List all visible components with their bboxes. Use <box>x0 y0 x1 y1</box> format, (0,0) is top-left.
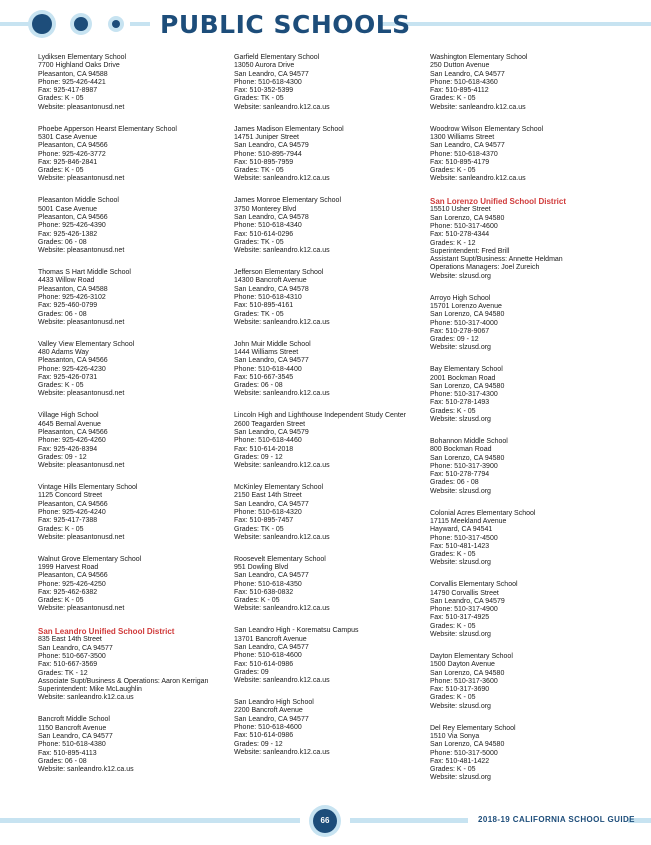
school-name: Jefferson Elementary School <box>234 269 324 277</box>
entry-line: Fax: 925-462-6382 <box>38 588 98 596</box>
entry-line: Website: pleasantonusd.net <box>38 247 125 255</box>
district-entry <box>38 627 226 702</box>
entry-line: Pleasanton, CA 94588 <box>38 70 108 78</box>
entry-line: Grades: K - 05 <box>430 551 476 559</box>
entry-line: Grades: 06 - 08 <box>38 757 87 765</box>
school-name: Phoebe Apperson Hearst Elementary School <box>38 125 177 133</box>
entry-line: 7700 Highland Oaks Drive <box>38 62 120 70</box>
school-name: Thomas S Hart Middle School <box>38 269 131 277</box>
entry-line: Website: sanleandro.k12.ca.us <box>234 175 330 183</box>
entry-line: Fax: 510-481-1423 <box>430 542 490 550</box>
entry-line: Pleasanton, CA 94588 <box>38 285 108 293</box>
entry-line: Fax: 510-614-0296 <box>234 230 294 238</box>
entry-line: Website: pleasantonusd.net <box>38 605 125 613</box>
entry-line: Fax: 510-278-1493 <box>430 399 490 407</box>
entry-line: Grades: TK - 05 <box>234 167 284 175</box>
school-name: Pleasanton Middle School <box>38 197 119 205</box>
entry-line: Fax: 925-417-7388 <box>38 517 98 525</box>
entry-line: Website: slzusd.org <box>430 702 491 710</box>
entry-line: San Lorenzo, CA 94580 <box>430 214 505 222</box>
school-entry <box>430 126 618 184</box>
entry-line: Phone: 510-618-4600 <box>234 723 302 731</box>
entry-line: Phone: 510-618-4320 <box>234 508 302 516</box>
district-heading: San Leandro Unified School District <box>38 627 175 637</box>
entry-line: San Leandro, CA 94577 <box>430 70 505 78</box>
entry-line: 14790 Corvallis Street <box>430 589 499 597</box>
school-entry <box>234 484 422 542</box>
school-entry <box>234 197 422 255</box>
school-name: James Monroe Elementary School <box>234 197 341 205</box>
entry-line: 1150 Bancroft Avenue <box>38 724 107 732</box>
entry-line: Phone: 925-426-4421 <box>38 78 106 86</box>
entry-line: Grades: 06 - 08 <box>38 238 87 246</box>
footer-rule-left <box>0 818 300 823</box>
entry-line: Grades: TK - 05 <box>234 238 284 246</box>
entry-line: 1510 Via Sonya <box>430 732 480 740</box>
footer-rule-mid <box>350 818 468 823</box>
entry-line: San Leandro, CA 94577 <box>234 500 309 508</box>
entry-line: Phone: 510-667-3500 <box>38 652 106 660</box>
entry-line: San Leandro, CA 94579 <box>234 142 309 150</box>
entry-line: Website: sanleandro.k12.ca.us <box>38 766 134 774</box>
entry-line: Assistant Supt/Business: Annette Heldman <box>430 256 563 264</box>
entry-line: Fax: 510-317-3690 <box>430 686 490 694</box>
school-name: Valley View Elementary School <box>38 340 135 348</box>
entry-line: Fax: 510-895-4112 <box>430 87 489 95</box>
entry-line: Website: pleasantonusd.net <box>38 175 125 183</box>
entry-line: 13050 Aurora Drive <box>234 62 295 70</box>
school-name: Roosevelt Elementary School <box>234 555 326 563</box>
entry-line: Fax: 925-417-8987 <box>38 87 98 95</box>
entry-line: Website: sanleandro.k12.ca.us <box>430 103 526 111</box>
entry-line: Grades: TK - 05 <box>234 310 284 318</box>
entry-line: Phone: 925-426-4240 <box>38 508 106 516</box>
entry-line: 480 Adams Way <box>38 348 89 356</box>
school-entry <box>38 484 226 542</box>
entry-line: Grades: 09 - 12 <box>234 740 283 748</box>
entry-line: San Leandro, CA 94577 <box>38 732 113 740</box>
entry-line: Phone: 510-317-4600 <box>430 222 498 230</box>
entry-line: Fax: 510-278-4344 <box>430 231 490 239</box>
entry-line: Phone: 510-317-4000 <box>430 319 498 327</box>
entry-line: Website: slzusd.org <box>430 487 491 495</box>
entry-line: Phone: 510-317-4500 <box>430 534 498 542</box>
entry-line: Fax: 925-426-0731 <box>38 373 98 381</box>
entry-line: 250 Dutton Avenue <box>430 62 490 70</box>
entry-line: 835 East 14th Street <box>38 636 102 644</box>
entry-line: Phone: 510-317-5000 <box>430 749 498 757</box>
entry-line: Grades: K - 05 <box>234 597 280 605</box>
header-dot-medium <box>74 17 88 31</box>
entry-line: Fax: 925-426-8394 <box>38 445 98 453</box>
school-entry <box>38 341 226 399</box>
school-name: Vintage Hills Elementary School <box>38 484 138 492</box>
entry-line: Grades: 06 - 08 <box>234 382 283 390</box>
entry-line: Fax: 510-278-7794 <box>430 471 490 479</box>
district-heading: San Lorenzo Unified School District <box>430 197 567 207</box>
entry-line: Superintendent: Fred Brill <box>430 247 510 255</box>
entry-line: Pleasanton, CA 94566 <box>38 500 108 508</box>
entry-line: Grades: 09 - 12 <box>234 453 283 461</box>
entry-line: Fax: 925-846-2841 <box>38 158 98 166</box>
entry-line: 1300 Williams Street <box>430 133 495 141</box>
school-entry <box>430 295 618 353</box>
entry-line: Grades: K - 05 <box>38 382 84 390</box>
entry-line: Website: slzusd.org <box>430 774 491 782</box>
school-entry <box>430 653 618 711</box>
entry-line: Grades: TK - 05 <box>234 525 284 533</box>
entry-line: Fax: 925-426-1382 <box>38 230 98 238</box>
entry-line: Website: sanleandro.k12.ca.us <box>234 462 330 470</box>
entry-line: 3750 Monterey Blvd <box>234 205 297 213</box>
guide-title: 2018-19 CALIFORNIA SCHOOL GUIDE <box>478 815 635 824</box>
entry-line: Fax: 510-317-4925 <box>430 614 490 622</box>
school-name: Arroyo High School <box>430 294 491 302</box>
school-entry <box>38 54 226 112</box>
entry-line: Grades: K - 05 <box>38 525 84 533</box>
entry-line: Website: sanleandro.k12.ca.us <box>234 103 330 111</box>
entry-line: Grades: TK - 05 <box>234 95 284 103</box>
school-entry <box>430 54 618 112</box>
page-footer <box>0 800 651 845</box>
entry-line: Grades: K - 05 <box>38 95 84 103</box>
school-name: Washington Elementary School <box>430 54 528 61</box>
school-name: Garfield Elementary School <box>234 54 320 61</box>
entry-line: Fax: 510-895-7959 <box>234 158 294 166</box>
entry-line: San Lorenzo, CA 94580 <box>430 382 505 390</box>
entry-line: Phone: 925-426-4230 <box>38 365 106 373</box>
entry-line: Hayward, CA 94541 <box>430 526 493 534</box>
entry-line: Phone: 510-317-4300 <box>430 391 498 399</box>
entry-line: Website: sanleandro.k12.ca.us <box>234 247 330 255</box>
entry-line: Website: slzusd.org <box>430 559 491 567</box>
entry-line: San Leandro, CA 94577 <box>430 142 505 150</box>
school-name: James Madison Elementary School <box>234 125 344 133</box>
entry-line: 1500 Dayton Avenue <box>430 661 495 669</box>
entry-line: Grades: K - 05 <box>430 407 476 415</box>
school-entry <box>430 581 618 639</box>
district-entry <box>430 197 618 281</box>
school-name: McKinley Elementary School <box>234 484 324 492</box>
entry-line: 15701 Lorenzo Avenue <box>430 302 502 310</box>
school-entry <box>38 126 226 184</box>
entry-line: Pleasanton, CA 94566 <box>38 428 108 436</box>
entry-line: Grades: K - 05 <box>430 694 476 702</box>
entry-line: Website: pleasantonusd.net <box>38 390 125 398</box>
school-entry <box>430 725 618 783</box>
entry-line: Fax: 510-667-3569 <box>38 661 98 669</box>
header-rule-right <box>380 22 651 26</box>
entry-line: 1999 Harvest Road <box>38 564 99 571</box>
entry-line: Phone: 925-426-4250 <box>38 580 106 588</box>
entry-line: Website: sanleandro.k12.ca.us <box>234 390 330 398</box>
school-name: Bancroft Middle School <box>38 716 110 724</box>
entry-line: Website: sanleandro.k12.ca.us <box>234 605 330 613</box>
entry-line: Fax: 510-614-0986 <box>234 732 294 740</box>
school-name: Corvallis Elementary School <box>430 581 518 589</box>
entry-line: Fax: 510-352-5399 <box>234 87 294 95</box>
entry-line: 4645 Bernal Avenue <box>38 420 101 428</box>
entry-line: 951 Dowling Blvd <box>234 564 289 571</box>
entry-line: Phone: 510-618-4460 <box>234 437 302 445</box>
entry-line: San Leandro, CA 94577 <box>38 644 113 652</box>
entry-line: Phone: 510-618-4340 <box>234 222 302 230</box>
header-dot-small <box>112 20 120 28</box>
school-entry <box>234 269 422 327</box>
entry-line: Phone: 510-618-4350 <box>234 580 302 588</box>
entry-line: San Leandro, CA 94577 <box>234 643 309 651</box>
entry-line: Grades: K - 05 <box>430 95 476 103</box>
entry-line: San Lorenzo, CA 94580 <box>430 454 505 462</box>
entry-line: Website: slzusd.org <box>430 272 491 280</box>
entry-line: Website: pleasantonusd.net <box>38 318 125 326</box>
school-entry <box>234 699 422 757</box>
entry-line: Fax: 510-481-1422 <box>430 757 490 765</box>
entry-line: Fax: 925-460-0799 <box>38 302 98 310</box>
entry-line: Fax: 510-895-4161 <box>234 302 294 310</box>
entry-line: San Leandro, CA 94578 <box>234 213 309 221</box>
entry-line: Website: sanleandro.k12.ca.us <box>234 677 330 685</box>
entry-line: Associate Supt/Business & Operations: Aaron Kerrigan <box>38 677 209 685</box>
column-3 <box>430 54 618 796</box>
entry-line: Fax: 510-895-7457 <box>234 517 294 525</box>
school-entry <box>38 197 226 255</box>
entry-line: Fax: 510-614-0986 <box>234 660 294 668</box>
entry-line: Grades: 09 - 12 <box>38 453 87 461</box>
school-entry <box>38 412 226 470</box>
entry-line: San Leandro, CA 94577 <box>234 715 309 723</box>
entry-line: 4433 Willow Road <box>38 277 95 285</box>
entry-line: Phone: 510-618-4300 <box>234 78 302 86</box>
entry-line: Phone: 510-895-7944 <box>234 150 302 158</box>
entry-line: Pleasanton, CA 94566 <box>38 142 108 150</box>
entry-line: Phone: 510-317-3900 <box>430 462 498 470</box>
school-entry <box>430 366 618 424</box>
entry-line: Pleasanton, CA 94566 <box>38 572 108 580</box>
entry-line: Phone: 510-317-4900 <box>430 606 498 614</box>
entry-line: Superintendent: Mike McLaughlin <box>38 686 142 694</box>
entry-line: Phone: 510-618-4600 <box>234 652 302 660</box>
entry-line: Phone: 510-618-4380 <box>38 741 106 749</box>
column-1 <box>38 54 226 788</box>
entry-line: 800 Bockman Road <box>430 446 492 454</box>
entry-line: 17115 Meekland Avenue <box>430 517 507 525</box>
school-name: Bohannon Middle School <box>430 437 508 445</box>
entry-line: Phone: 925-426-4260 <box>38 437 106 445</box>
header-rule-mid <box>130 22 150 26</box>
entry-line: Fax: 510-638-0832 <box>234 588 294 596</box>
page-title: PUBLIC SCHOOLS <box>160 10 411 39</box>
school-entry <box>38 716 226 774</box>
entry-line: 2200 Bancroft Avenue <box>234 707 303 715</box>
school-name: Village High School <box>38 412 99 420</box>
entry-line: Website: pleasantonusd.net <box>38 103 125 111</box>
entry-line: Grades: 09 - 12 <box>430 336 479 344</box>
entry-line: Grades: K - 05 <box>430 167 476 175</box>
school-name: Colonial Acres Elementary School <box>430 509 536 517</box>
entry-line: 14751 Juniper Street <box>234 133 299 141</box>
entry-line: Website: slzusd.org <box>430 416 491 424</box>
entry-line: Phone: 510-618-4400 <box>234 365 302 373</box>
entry-line: Website: sanleandro.k12.ca.us <box>234 318 330 326</box>
entry-line: Grades: K - 12 <box>430 239 476 247</box>
entry-line: Grades: 06 - 08 <box>430 479 479 487</box>
entry-line: Grades: K - 05 <box>38 597 84 605</box>
school-name: Lydiksen Elementary School <box>38 54 127 61</box>
entry-line: 13701 Bancroft Avenue <box>234 635 307 643</box>
entry-line: San Leandro, CA 94577 <box>234 70 309 78</box>
entry-line: 1444 Williams Street <box>234 348 299 356</box>
header-dot-large <box>32 14 52 34</box>
school-name: Bay Elementary School <box>430 366 503 374</box>
entry-line: San Leandro, CA 94579 <box>234 428 309 436</box>
school-name: Del Rey Elementary School <box>430 724 516 732</box>
entry-line: Phone: 510-618-4310 <box>234 293 302 301</box>
entry-line: Fax: 510-667-3545 <box>234 373 294 381</box>
school-name: Woodrow Wilson Elementary School <box>430 125 544 133</box>
page-number: 66 <box>313 809 337 833</box>
school-name: Dayton Elementary School <box>430 652 513 660</box>
school-entry <box>234 54 422 112</box>
entry-line: San Lorenzo, CA 94580 <box>430 311 505 319</box>
entry-line: 2600 Teagarden Street <box>234 420 306 428</box>
entry-line: Website: sanleandro.k12.ca.us <box>234 748 330 756</box>
school-entry <box>234 126 422 184</box>
entry-line: 5301 Case Avenue <box>38 133 98 141</box>
entry-line: 15510 Usher Street <box>430 206 491 214</box>
entry-line: San Leandro, CA 94578 <box>234 285 309 293</box>
entry-line: Website: pleasantonusd.net <box>38 533 125 541</box>
entry-line: San Lorenzo, CA 94580 <box>430 741 505 749</box>
entry-line: Website: sanleandro.k12.ca.us <box>38 694 134 702</box>
entry-line: Phone: 510-618-4370 <box>430 150 498 158</box>
school-entry <box>234 412 422 470</box>
entry-line: 5001 Case Avenue <box>38 205 98 213</box>
entry-line: San Leandro, CA 94577 <box>234 357 309 365</box>
entry-line: Website: sanleandro.k12.ca.us <box>430 175 526 183</box>
school-entry <box>234 556 422 614</box>
entry-line: Fax: 510-614-2018 <box>234 445 294 453</box>
school-name: John Muir Middle School <box>234 340 311 348</box>
entry-line: Pleasanton, CA 94566 <box>38 213 108 221</box>
entry-line: Grades: K - 05 <box>430 766 476 774</box>
entry-line: San Lorenzo, CA 94580 <box>430 669 505 677</box>
entry-line: 1125 Concord Street <box>38 492 103 500</box>
entry-line: Website: pleasantonusd.net <box>38 462 125 470</box>
entry-line: Fax: 510-895-4179 <box>430 158 490 166</box>
entry-line: Website: slzusd.org <box>430 631 491 639</box>
school-name: San Leandro High - Korematsu Campus <box>234 627 359 635</box>
school-entry <box>234 627 422 685</box>
entry-line: Pleasanton, CA 94566 <box>38 357 108 365</box>
entry-line: Grades: 09 <box>234 668 269 676</box>
entry-line: Grades: K - 05 <box>430 622 476 630</box>
entry-line: Operations Managers: Joel Zureich <box>430 264 540 272</box>
entry-line: Fax: 510-895-4113 <box>38 749 97 757</box>
school-name: Lincoln High and Lighthouse Independent Study Center <box>234 412 407 420</box>
page-header <box>0 0 651 50</box>
entry-line: 2150 East 14th Street <box>234 492 302 500</box>
entry-line: Website: slzusd.org <box>430 344 491 352</box>
entry-line: Website: sanleandro.k12.ca.us <box>234 533 330 541</box>
column-2 <box>234 54 422 771</box>
entry-line: San Leandro, CA 94577 <box>234 572 309 580</box>
entry-line: 2001 Bockman Road <box>430 374 496 382</box>
entry-line: Grades: TK - 12 <box>38 669 88 677</box>
entry-line: Phone: 925-426-4390 <box>38 222 106 230</box>
entry-line: Phone: 510-618-4360 <box>430 78 498 86</box>
entry-line: San Leandro, CA 94579 <box>430 597 505 605</box>
entry-line: Fax: 510-278-9067 <box>430 327 490 335</box>
entry-line: Phone: 510-317-3600 <box>430 677 498 685</box>
school-name: Walnut Grove Elementary School <box>38 555 142 563</box>
school-entry <box>38 269 226 327</box>
entry-line: Grades: K - 05 <box>38 167 84 175</box>
school-entry <box>38 556 226 614</box>
school-entry <box>430 510 618 568</box>
entry-line: 14300 Bancroft Avenue <box>234 277 307 285</box>
entry-line: Phone: 925-426-3772 <box>38 150 106 158</box>
entry-line: Phone: 925-426-3102 <box>38 293 106 301</box>
school-entry <box>430 438 618 496</box>
school-name: San Leandro High School <box>234 699 314 707</box>
school-entry <box>234 341 422 399</box>
entry-line: Grades: 06 - 08 <box>38 310 87 318</box>
